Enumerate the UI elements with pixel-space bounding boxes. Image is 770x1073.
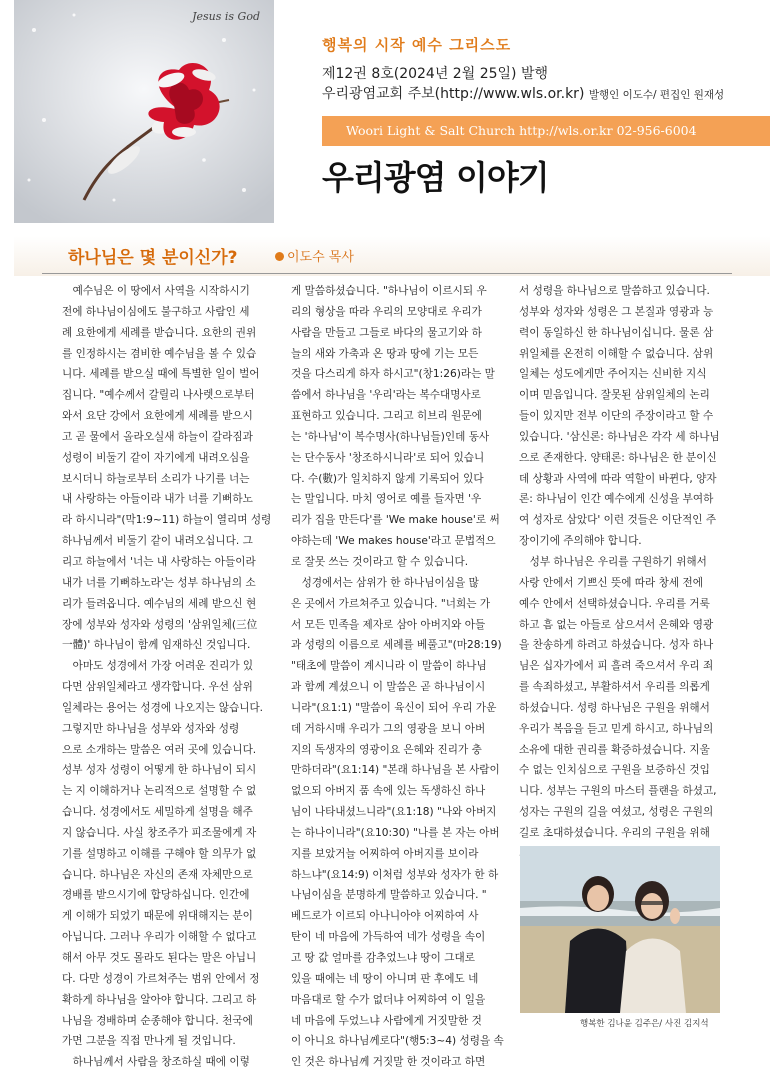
- article-line: 이며 믿음입니다. 잘못된 삼위일체의 논리: [519, 389, 710, 402]
- article-line: 과 함께 계셨으니 이 말씀은 곧 하나님이시: [291, 681, 486, 694]
- bulletin-name: 우리광염교회 주보(http://www.wls.or.kr): [322, 86, 585, 102]
- article-line: 위일체를 온전히 이해할 수 없습니다. 삼위: [519, 347, 714, 360]
- article-line: 예수님은 이 땅에서 사역을 시작하시기: [62, 285, 250, 297]
- article-line: 장이기에 주의해야 합니다.: [519, 535, 642, 548]
- article-line: 고 땅 값 얼마를 감추었느냐 땅이 그대로: [291, 952, 475, 964]
- article-line: 로 잘못 쓰는 것이라고 할 수 있습니다.: [291, 555, 469, 568]
- article-line: 는 '하나님'이 복수명사(하나님들)인데 동사: [291, 430, 490, 443]
- article-line: 서 성령을 하나님으로 말씀하고 있습니다.: [519, 285, 710, 297]
- article-line: 와서 요단 강에서 요한에게 세례를 받으시: [62, 410, 253, 423]
- article-line: 님이 나타내셨느니라"(요1:18) "나와 아버지: [291, 806, 497, 819]
- article-line: 여 성자로 삼았다' 이런 것들은 이단적인 주: [519, 514, 717, 527]
- article-line: 라 하시니라"(막1:9~11) 하늘이 열리며 성령: [62, 514, 272, 527]
- article-line: 만하더라"(요1:14) "본래 하나님을 본 사람이: [291, 764, 500, 777]
- article-line: 내 사랑하는 아들이라 내가 너를 기뻐하노: [62, 493, 253, 506]
- article-line: 나님이심을 분명하게 말씀하고 있습니다. ": [291, 889, 487, 902]
- article-line: 성부와 성자와 성령은 그 본질과 영광과 능: [519, 305, 714, 318]
- article-line: 없으되 아버지 품 속에 있는 독생하신 하나: [291, 785, 486, 798]
- issue-info: 제12권 8호(2024년 2월 25일) 발행: [322, 66, 548, 82]
- article-line: 는 단수동사 '창조하시니라'로 되어 있습니: [291, 451, 485, 464]
- article-line: 아마도 성경에서 가장 어려운 진리가 있: [62, 660, 254, 673]
- article-line: 니다. 세례를 받으실 때에 특별한 일이 벌어: [62, 368, 260, 381]
- article-line: 고 곧 물에서 올라오실새 하늘이 갈라짐과: [62, 430, 253, 443]
- article-line: 늘의 새와 가축과 온 땅과 땅에 기는 모든: [291, 347, 479, 360]
- article-line: 하나님께서 사람을 창조하실 때에 이렇: [62, 1056, 250, 1069]
- article-line: "태초에 말씀이 계시니라 이 말씀이 하나님: [291, 660, 487, 673]
- article-column-2: [291, 281, 504, 1073]
- article-line: 우리가 복음을 듣고 믿게 하시고, 하나님의: [519, 722, 714, 735]
- article-line: 씀에서 하나님을 '우리'라는 복수대명사로: [291, 389, 481, 402]
- article-line: 례 요한에게 세례를 받습니다. 요한의 권위: [62, 326, 257, 339]
- author-name: 이도수 목사: [287, 250, 354, 265]
- article-line: 보시더니 하늘로부터 소리가 나기를 너는: [62, 472, 250, 485]
- article-line: 성부 하나님은 우리를 구원하기 위해서: [519, 555, 707, 568]
- article-line: 과 성령의 이름으로 세례를 베풀고"(마28:19): [291, 639, 502, 652]
- article-line: 게 이해가 되었기 때문에 위대해지는 분이: [62, 910, 253, 923]
- article-line: 니라"(요1:1) "말씀이 육신이 되어 우리 가운: [291, 701, 497, 714]
- photo-two-girls: [520, 846, 720, 1013]
- cover-image: [14, 0, 274, 223]
- article-line: 인 것은 하나님께 거짓말 한 것이라고 하면: [291, 1056, 486, 1069]
- article-line: 그렇지만 하나님을 성부와 성자와 성령: [62, 722, 240, 735]
- article-line: 가면 그분을 직접 만나게 될 것입니다.: [62, 1035, 236, 1048]
- article-line: 해서 아무 것도 몰라도 된다는 말은 아닙니: [62, 952, 257, 964]
- article-line: 있을 때에는 네 땅이 아니며 판 후에도 네: [291, 972, 479, 985]
- article-line: 들이 있지만 전부 이단의 주장이라고 할 수: [519, 410, 714, 423]
- beach-photo-illustration: [520, 846, 720, 1013]
- article-line: 론: 하나님이 인간 예수에게 신성을 부여하: [519, 493, 714, 506]
- article-line: 내가 너를 기뻐하노라'는 성부 하나님의 소: [62, 576, 256, 589]
- article-line: 성령이 비둘기 같이 자기에게 내려오심을: [62, 451, 250, 464]
- article-line: 하느냐"(요14:9) 이처럼 성부와 성자가 한 하: [291, 868, 499, 881]
- article-line: 사랑 안에서 기쁘신 뜻에 따라 창세 전에: [519, 576, 703, 589]
- cover-caption: Jesus is God: [192, 10, 260, 23]
- article-line: 마음대로 할 수가 없더냐 어찌하여 이 일을: [291, 993, 486, 1006]
- article-line: 일체는 성도에게만 주어지는 신비한 지식: [519, 368, 707, 381]
- church-contact-bar: Woori Light & Salt Church http://wls.or.kr 02-956-6004: [322, 116, 770, 146]
- article-line: 다면 삼위일체라고 생각합니다. 우선 삼위: [62, 681, 253, 694]
- article-line: 으로 존재한다. 양태론: 하나님은 한 분이신: [519, 451, 717, 464]
- header-subtitle: 행복의 시작 예수 그리스도: [322, 36, 512, 54]
- article-line: 서 모든 민족을 제자로 삼아 아버지와 아들: [291, 618, 486, 631]
- article-line: 탄이 네 마음에 가득하여 네가 성령을 속이: [291, 931, 486, 944]
- article-line: 베드로가 이르되 아나니아야 어찌하여 사: [291, 910, 479, 923]
- article-line: 지의 독생자의 영광이요 은혜와 진리가 충: [291, 743, 482, 756]
- photo-caption: 행복한 김나윤 김주은/ 사진 김지석: [580, 1019, 709, 1029]
- article-line: 것을 다스리게 하자 하시고"(창1:26)라는 말: [291, 368, 495, 381]
- article-line: 데 상황과 사역에 따라 역할이 바뀐다, 양자: [519, 472, 717, 485]
- article-line: 하나님께서 비둘기 같이 내려오십니다. 그: [62, 535, 253, 548]
- article-column-1: [62, 281, 272, 1073]
- article-line: 집니다. "예수께서 갈릴리 나사렛으로부터: [62, 389, 255, 402]
- article-column-3: [519, 281, 727, 885]
- article-line: 一體)' 하나님이 함께 임재하신 것입니다.: [62, 639, 251, 652]
- article-line: 네 마음에 두었느냐 사람에게 거짓말한 것: [291, 1014, 482, 1027]
- article-line: 습니다. 성경에서도 세밀하게 설명을 해주: [62, 806, 253, 819]
- article-line: 이 아니요 하나님께로다"(행5:3~4) 성령을 속: [291, 1035, 504, 1048]
- article-line: 장에 성부와 성자와 성령의 '삼위일체(三位: [62, 618, 258, 631]
- article-line: 을 찬송하게 하려고 하셨습니다. 성자 하나: [519, 639, 714, 652]
- article-line: 수 없는 인치심으로 구원을 보증하신 것입: [519, 764, 710, 777]
- article-line: 지 않습니다. 사실 창조주가 피조물에게 자: [62, 826, 257, 839]
- article-line: 리고 하늘에서 '너는 내 사랑하는 아들이라: [62, 555, 256, 568]
- article-line: 아닙니다. 그러나 우리가 이해할 수 없다고: [62, 931, 257, 944]
- bulletin-info: [322, 83, 724, 103]
- article-line: 리가 들려옵니다. 예수님의 세례 받으신 현: [62, 597, 257, 610]
- article-line: 표현하고 있습니다. 그리고 히브리 원문에: [291, 410, 482, 423]
- article-line: 하고 흠 없는 아들로 삼으셔서 은혜와 영광: [519, 618, 714, 631]
- article-line: 를 인정하시는 겸비한 예수님을 볼 수 있습: [62, 347, 257, 360]
- article-line: 데 거하시매 우리가 그의 영광을 보니 아버: [291, 722, 486, 735]
- article-line: 확하게 하나님을 알아야 합니다. 그리고 하: [62, 993, 257, 1006]
- article-line: 력이 동일하신 한 하나님이십니다. 물론 삼: [519, 326, 714, 339]
- article-line: 야하는데 'We makes house'라고 문법적으: [291, 535, 496, 548]
- article-line: 예수 안에서 선택하셨습니다. 우리를 거룩: [519, 597, 710, 610]
- article-author: [275, 246, 354, 265]
- article-line: 기를 설명하고 이해를 구해야 할 의무가 없: [62, 847, 257, 860]
- article-line: 소유에 대한 권리를 확증하셨습니다. 지울: [519, 743, 710, 756]
- article-line: 있습니다. '삼신론: 하나님은 각각 세 하나님: [519, 430, 720, 443]
- article-line: 전에 하나님이심에도 불구하고 사람인 세: [62, 305, 250, 318]
- article-line: 하셨습니다. 성령 하나님은 구원을 위해서: [519, 701, 710, 714]
- red-flower-illustration: [14, 0, 274, 223]
- publisher-info: 발행인 이도수/ 편집인 원재성: [588, 89, 725, 101]
- article-line: 은 곳에서 가르쳐주고 있습니다. "너희는 가: [291, 597, 491, 610]
- newsletter-title: 우리광염 이야기: [322, 158, 549, 197]
- article-line: 는 지 이해하거나 논리적으로 설명할 수 없: [62, 785, 257, 798]
- article-line: 니다. 성부는 구원의 마스터 플랜을 하셨고,: [519, 785, 717, 798]
- article-line: 는 말입니다. 마치 영어로 예를 들자면 '우: [291, 493, 482, 506]
- article-line: 길로 초대하셨습니다. 우리의 구원을 위해: [519, 826, 710, 839]
- divider: [42, 273, 732, 274]
- article-line: 님은 십자가에서 피 흘려 죽으셔서 우리 죄: [519, 660, 714, 673]
- article-line: 게 말씀하셨습니다. "하나님이 이르시되 우: [291, 285, 487, 297]
- article-line: 리의 형상을 따라 우리의 모양대로 우리가: [291, 305, 482, 318]
- article-line: 일체라는 용어는 성경에 나오지는 않습니다.: [62, 701, 264, 714]
- article-line: 성경에서는 삼위가 한 하나님이심을 많: [291, 576, 479, 589]
- bullet-icon: [275, 252, 284, 261]
- article-line: 를 속죄하셨고, 부활하셔서 우리를 의롭게: [519, 681, 710, 694]
- article-line: 리가 집을 만든다'를 'We make house'로 써: [291, 514, 500, 527]
- article-line: 다. 다만 성경이 가르쳐주는 범위 안에서 정: [62, 972, 260, 985]
- article-line: 지를 보았거늘 어찌하여 아버지를 보이라: [291, 847, 479, 860]
- article-title: 하나님은 몇 분이신가?: [68, 248, 238, 268]
- article-line: 나님을 경배하며 순종해야 합니다. 천국에: [62, 1014, 253, 1027]
- article-line: 습니다. 하나님은 자신의 존재 자체만으로: [62, 868, 253, 881]
- article-line: 사람을 만들고 그들로 바다의 물고기와 하: [291, 326, 482, 339]
- article-line: 는 하나이니라"(요10:30) "나를 본 자는 아버: [291, 826, 500, 839]
- article-line: 경배를 받으시기에 합당하십니다. 인간에: [62, 889, 250, 902]
- article-line: 으로 소개하는 말씀은 여러 곳에 있습니다.: [62, 743, 257, 756]
- article-line: 성자는 구원의 길을 여셨고, 성령은 구원의: [519, 806, 714, 819]
- article-line: 성부 성자 성령이 어떻게 한 하나님이 되시: [62, 764, 257, 777]
- article-line: 다. 수(數)가 일치하지 않게 기록되어 있다: [291, 472, 484, 485]
